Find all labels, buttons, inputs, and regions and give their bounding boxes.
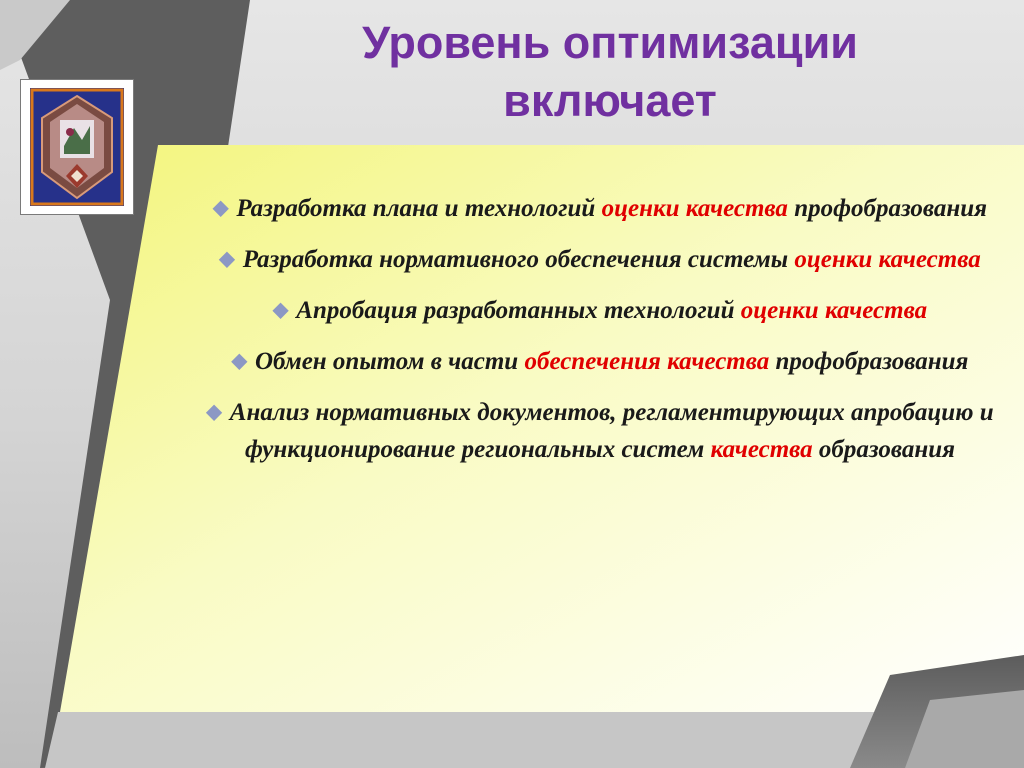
- bullet-text: Апробация разработанных технологий: [296, 297, 741, 324]
- diamond-bullet-icon: ◆: [219, 248, 235, 270]
- bullet-text: Разработка плана и технологий: [236, 195, 602, 222]
- bullet-list: [190, 190, 1010, 482]
- bullet-text: профобразования: [787, 195, 988, 222]
- bullet-item: [190, 241, 1010, 278]
- diamond-bullet-icon: ◆: [272, 299, 289, 321]
- bullet-item: [190, 343, 1010, 380]
- diamond-bullet-icon: ◆: [212, 197, 229, 219]
- bullet-text: Обмен опытом в части: [255, 348, 525, 375]
- bullet-highlight: оценки качества: [740, 297, 928, 324]
- diamond-bullet-icon: ◆: [231, 350, 247, 372]
- bullet-item: [190, 394, 1010, 468]
- bullet-highlight: обеспечения качества: [524, 348, 770, 375]
- bullet-text: Разработка нормативного обеспечения системы: [242, 246, 795, 273]
- slide-title-line-1: Уровень оптимизации: [362, 17, 858, 68]
- slide-title-line-2: включает: [503, 75, 717, 126]
- bullet-item: [190, 190, 1010, 227]
- institution-emblem-icon: [30, 88, 124, 206]
- bullet-highlight: оценки качества: [794, 246, 981, 273]
- bullet-highlight: качества: [710, 436, 813, 463]
- bullet-highlight: оценки качества: [601, 195, 788, 222]
- bullet-text: образования: [812, 436, 955, 463]
- logo-frame: [20, 79, 134, 215]
- bullet-text: профобразования: [769, 348, 969, 375]
- slide-title: [230, 14, 990, 130]
- bullet-item: [190, 292, 1010, 329]
- diamond-bullet-icon: ◆: [206, 401, 222, 423]
- bullet-text: Анализ нормативных документов, регламентирующих апробацию и функционирование региональных систем: [229, 399, 994, 463]
